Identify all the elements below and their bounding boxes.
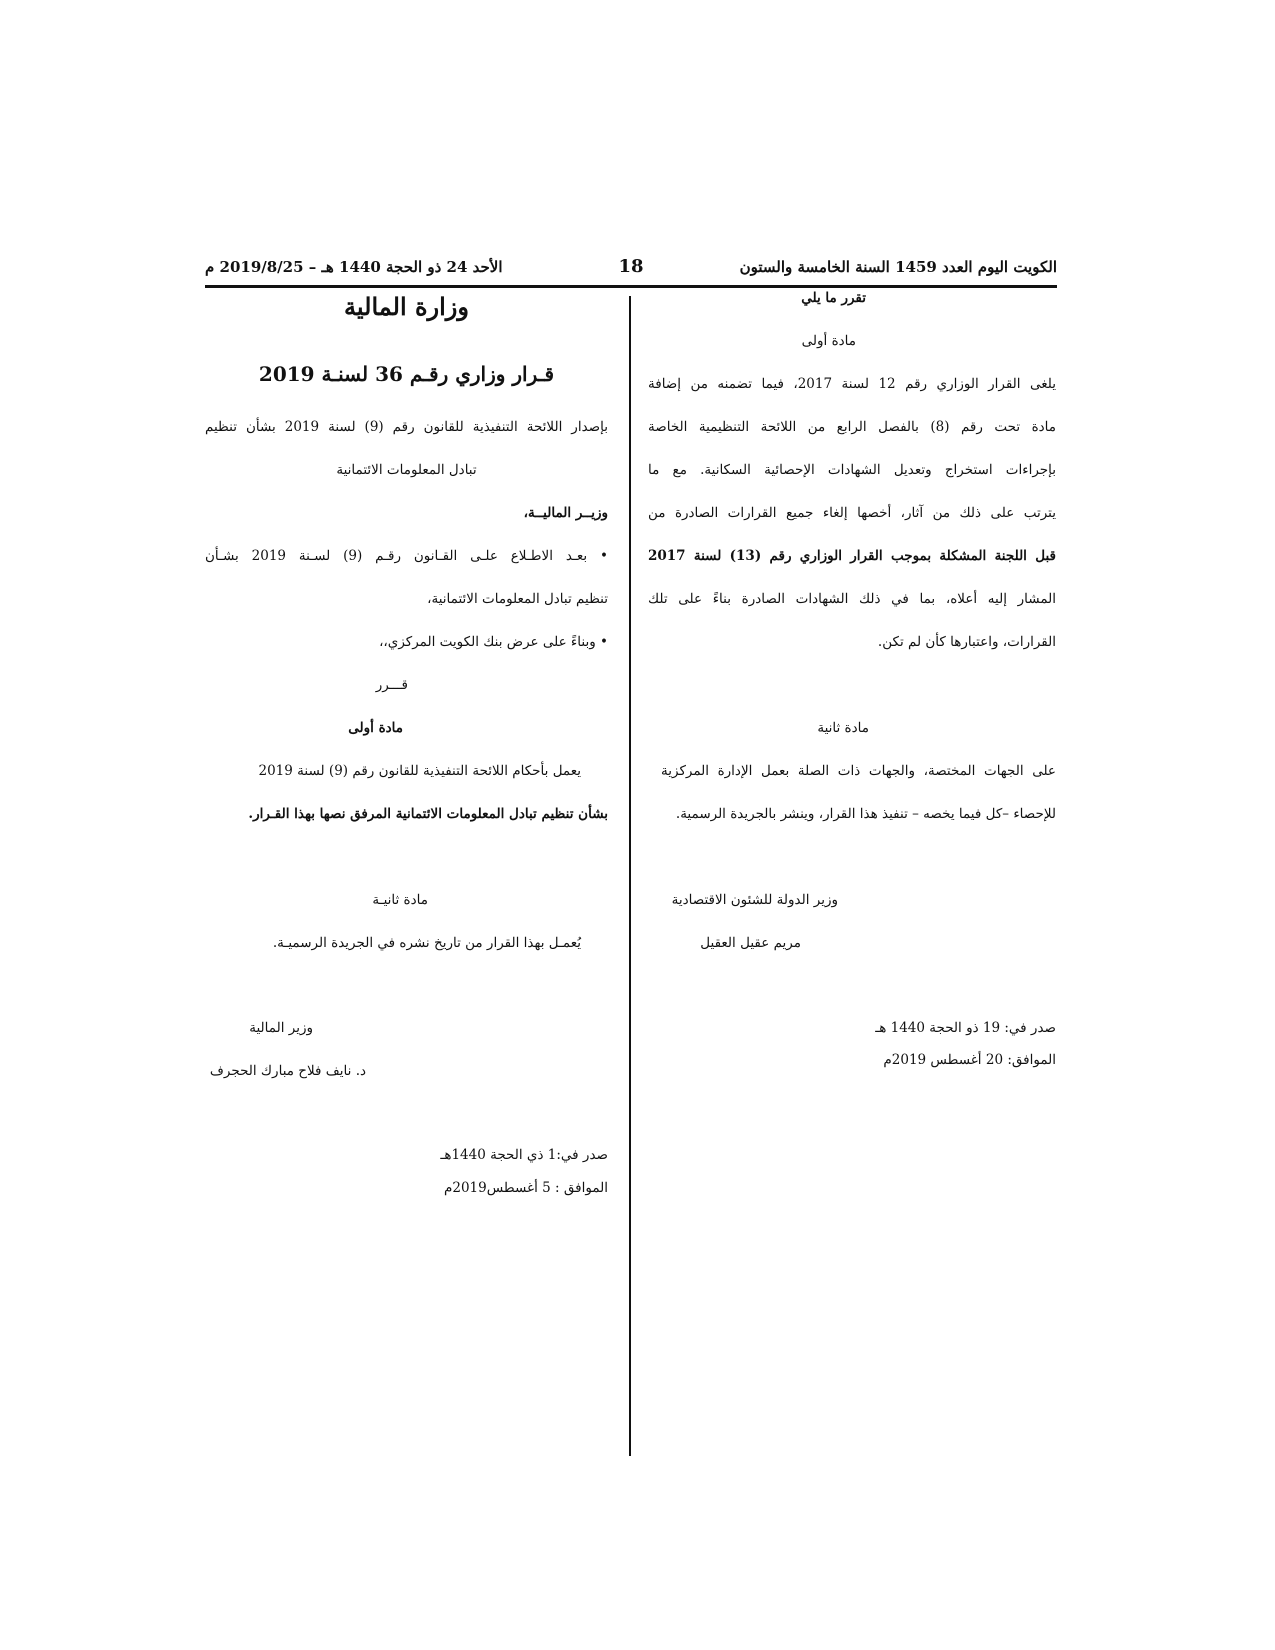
signer-name: مريم عقيل العقيل bbox=[700, 935, 801, 951]
article-1-line: يلغى القرار الوزاري رقم 12 لسنة 2017، فيما تضمنه من إضافة bbox=[648, 376, 1056, 392]
header-rule bbox=[205, 285, 1057, 288]
signer-title: وزير الدولة للشئون الاقتصادية bbox=[671, 892, 838, 908]
article-2-title: مادة ثانية bbox=[817, 720, 869, 736]
article-2-title: مادة ثانيـة bbox=[372, 892, 428, 908]
preamble-bullet-cont: تنظيم تبادل المعلومات الائتمانية، bbox=[427, 591, 608, 607]
preamble-bullet: • وبناءً على عرض بنك الكويت المركزي،، bbox=[379, 634, 608, 650]
article-1-title: مادة أولى bbox=[801, 333, 856, 349]
article-1-line: المشار إليه أعلاه، بما في ذلك الشهادات الصادرة بناءً على تلك bbox=[648, 591, 1056, 607]
article-1-line: مادة تحت رقم (8) بالفصل الرابع من اللائحة التنظيمية الخاصة bbox=[648, 419, 1056, 435]
article-1-line: يترتب على ذلك من آثار، أخصها إلغاء جميع القرارات الصادرة من bbox=[648, 505, 1056, 521]
decision-subject-cont: تبادل المعلومات الائتمانية bbox=[336, 462, 477, 478]
issue-date: صدر في: 19 ذو الحجة 1440 هـ bbox=[875, 1020, 1056, 1036]
signer-title: وزير المالية bbox=[249, 1020, 313, 1036]
column-divider bbox=[629, 296, 631, 1456]
issue-date: صدر في:1 ذي الحجة 1440هـ bbox=[440, 1147, 608, 1163]
minister-heading: وزيــر الماليــة، bbox=[523, 505, 608, 521]
article-1-line: القرارات، واعتبارها كأن لم تكن. bbox=[877, 634, 1056, 650]
article-2-line: للإحصاء –كل فيما يخصه – تنفيذ هذا القرار، وينشر بالجريدة الرسمية. bbox=[675, 806, 1056, 822]
article-1-line: يعمل بأحكام اللائحة التنفيذية للقانون رقم (9) لسنة 2019 bbox=[258, 763, 581, 779]
corresponding-date: الموافق: 20 أغسطس 2019م bbox=[883, 1052, 1056, 1068]
article-1-line: بشأن تنظيم تبادل المعلومات الائتمانية المرفق نصها بهذا القـرار. bbox=[248, 806, 608, 822]
signer-name: د. نايف فلاح مبارك الحجرف bbox=[209, 1063, 366, 1079]
article-1-line: قبل اللجنة المشكلة بموجب القرار الوزاري رقم (13) لسنة 2017 bbox=[648, 548, 1056, 564]
header-date: الأحد 24 ذو الحجة 1440 هـ – 2019/8/25 م bbox=[205, 258, 503, 276]
corresponding-date: الموافق : 5 أغسطس2019م bbox=[444, 1180, 608, 1196]
header-issue-info: الكويت اليوم العدد 1459 السنة الخامسة والستون bbox=[739, 258, 1057, 276]
decision-intro: تقرر ما يلي bbox=[801, 290, 866, 306]
preamble-bullet: • بعـد الاطـلاع علـى القـانون رقـم (9) لسـنة 2019 بشـأن bbox=[205, 548, 608, 564]
article-1-line: بإجراءات استخراج وتعديل الشهادات الإحصائية السكانية. مع ما bbox=[648, 462, 1056, 478]
article-2-line: على الجهات المختصة، والجهات ذات الصلة بعمل الإدارة المركزية bbox=[661, 763, 1056, 779]
article-2-line: يُعمـل بهذا القرار من تاريخ نشره في الجريدة الرسميـة. bbox=[272, 935, 581, 951]
decision-title: قـرار وزاري رقـم 36 لسنـة 2019 bbox=[258, 362, 555, 386]
page-number: 18 bbox=[618, 256, 644, 277]
decided-heading: قـــرر bbox=[375, 677, 408, 693]
decision-subject: بإصدار اللائحة التنفيذية للقانون رقم (9) لسنة 2019 بشأن تنظيم bbox=[205, 419, 609, 435]
ministry-title: وزارة المالية bbox=[344, 292, 469, 321]
page-header bbox=[205, 258, 1057, 288]
article-1-title: مادة أولى bbox=[348, 720, 403, 736]
